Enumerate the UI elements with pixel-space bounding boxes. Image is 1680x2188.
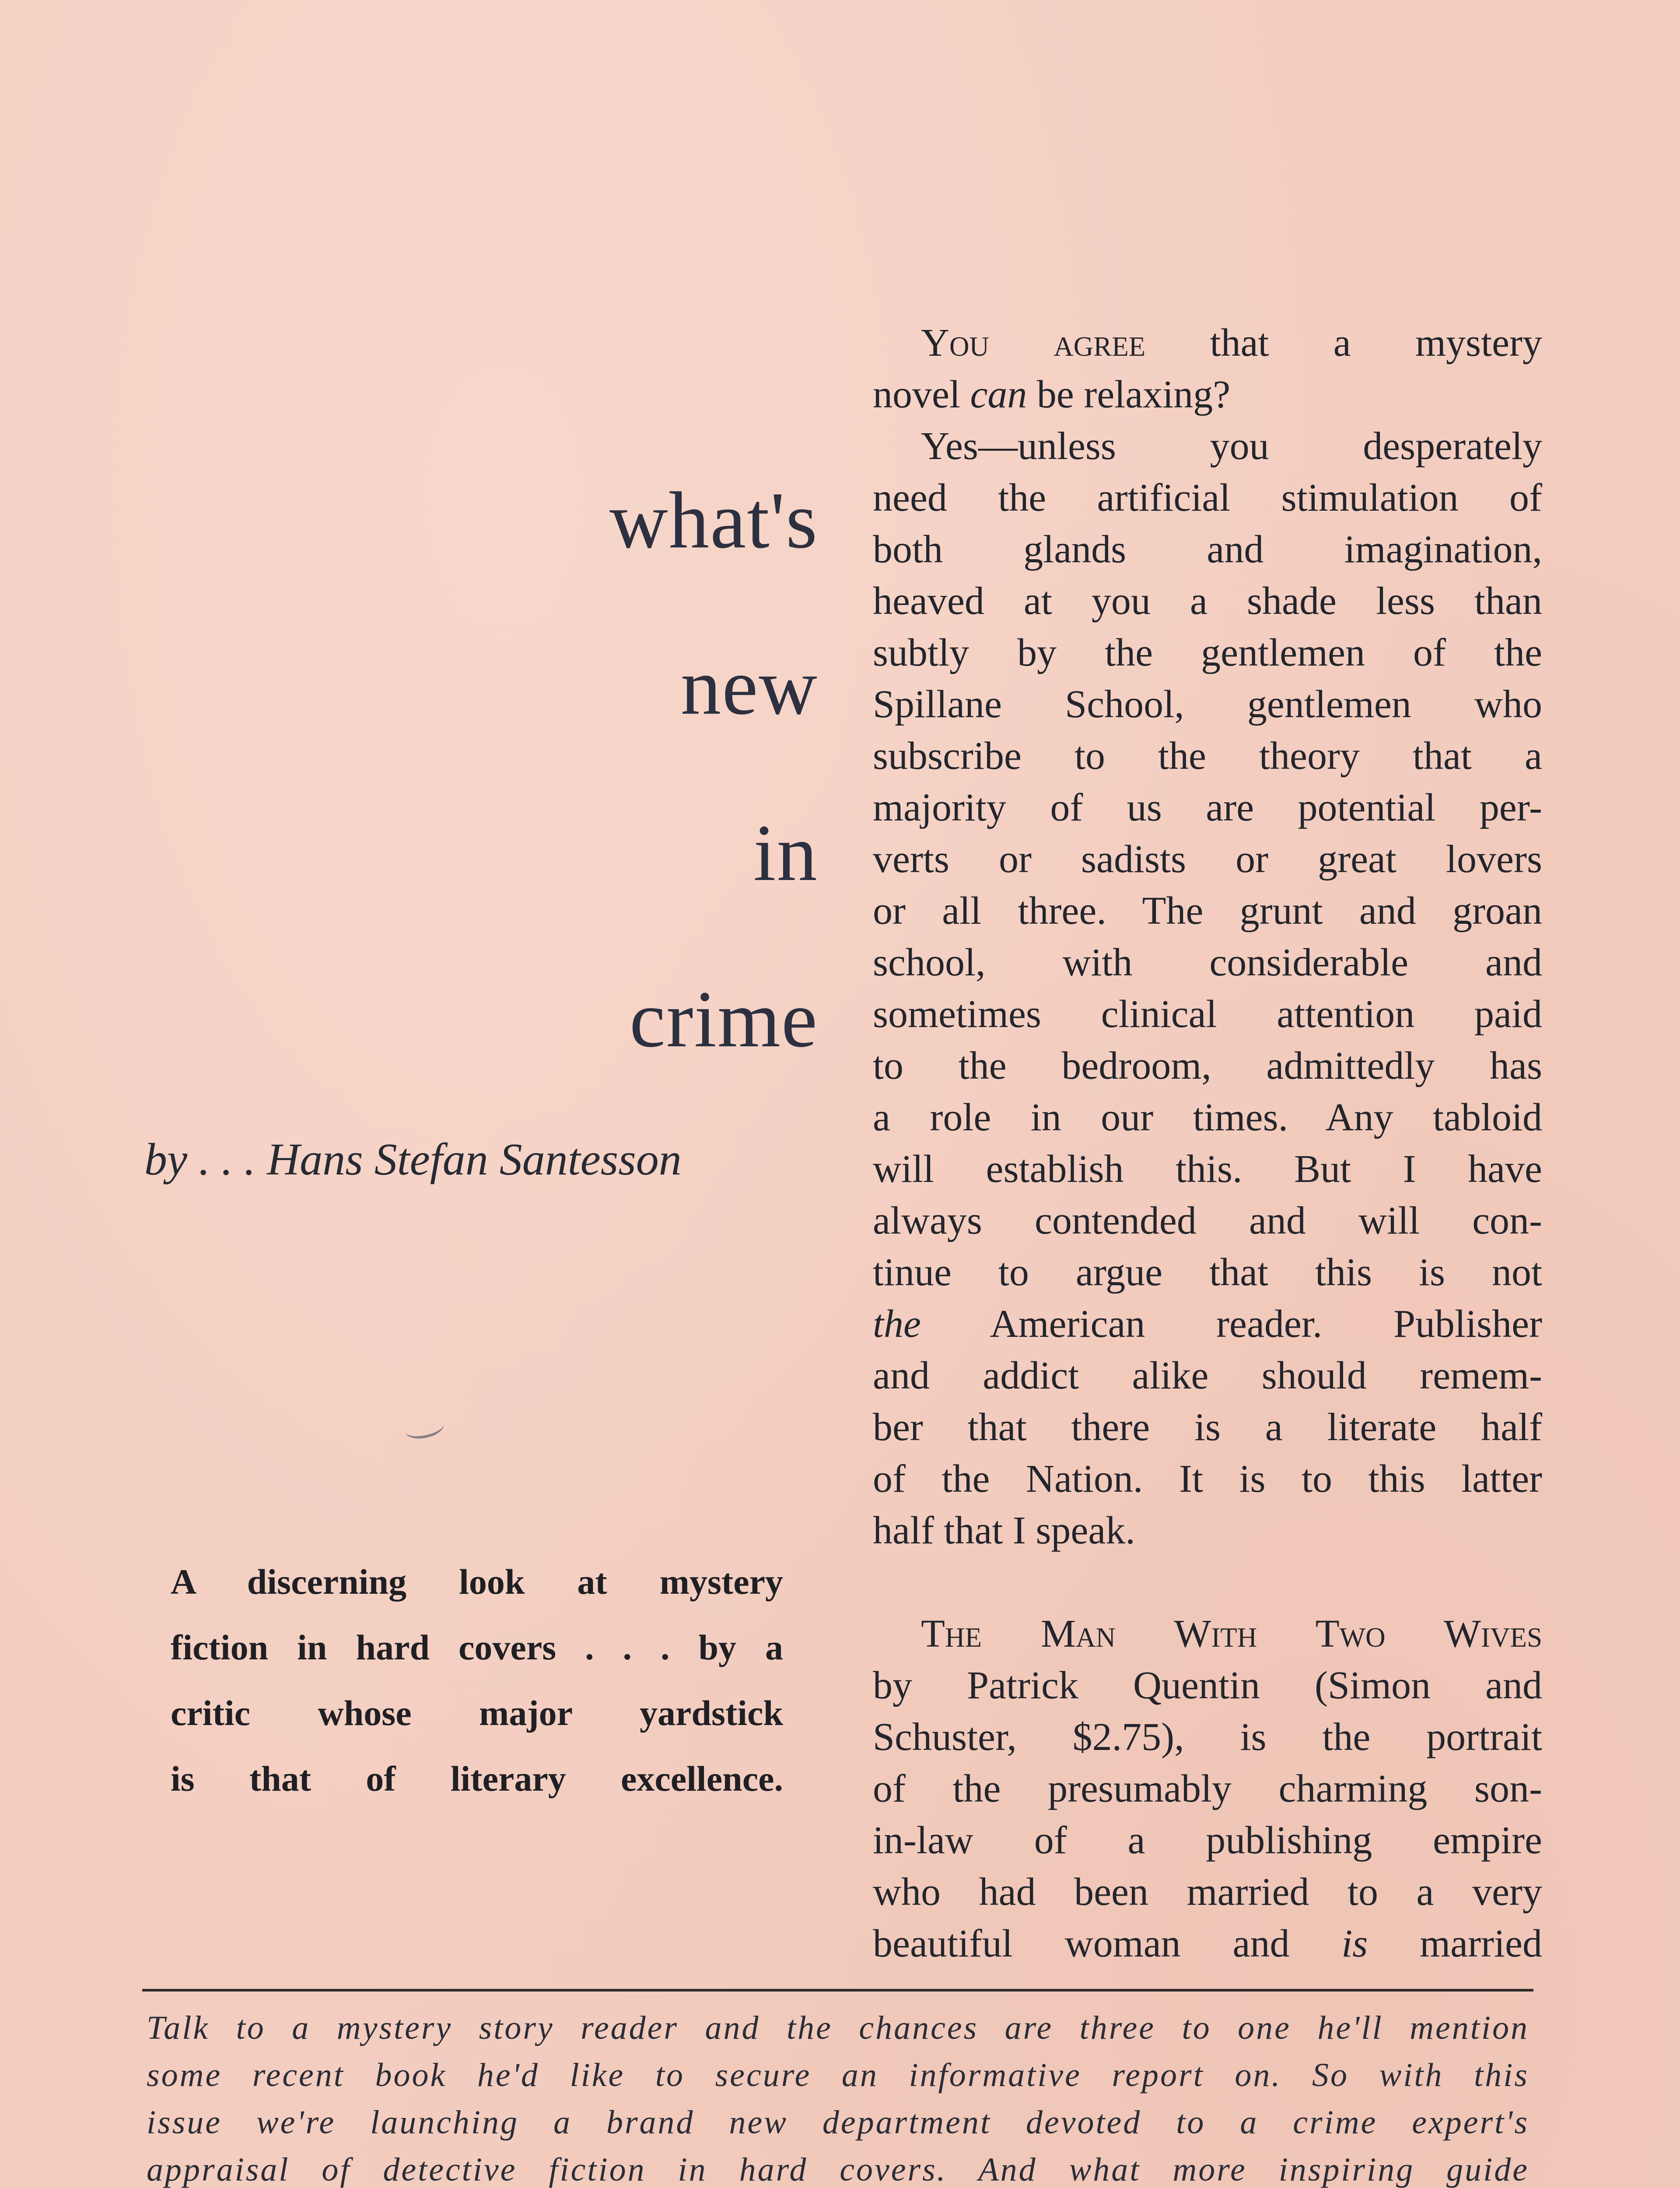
article-line: verts or sadists or great lovers — [873, 838, 1542, 881]
article-text: beautiful woman and — [873, 1922, 1342, 1965]
article-line: by Patrick Quentin (Simon and — [873, 1664, 1542, 1707]
article-line: and addict alike should remem- — [873, 1354, 1542, 1397]
article-line — [873, 369, 1542, 421]
article-line: to the bedroom, admittedly has — [873, 1044, 1542, 1087]
article-line: sometimes clinical attention paid — [873, 992, 1542, 1036]
title-line-3: in — [753, 808, 818, 898]
article-line: both glands and imagination, — [873, 528, 1542, 571]
article-line: heaved at you a shade less than — [873, 579, 1542, 623]
article-line: Schuster, $2.75), is the portrait — [873, 1715, 1542, 1759]
article-line: majority of us are potential per- — [873, 786, 1542, 829]
book-title-small-caps: The Man With Two Wives — [921, 1612, 1542, 1655]
article-body — [873, 317, 1542, 1970]
article-line: ber that there is a literate half — [873, 1406, 1542, 1449]
editor-note-line-2: some recent book he'd like to secure an informative report on. So with this — [147, 2057, 1529, 2093]
author-byline: by . . . Hans Stefan Santesson — [144, 1134, 682, 1185]
title-line-2: new — [680, 642, 818, 732]
article-text: American reader. Publisher — [920, 1302, 1542, 1346]
article-line — [873, 1918, 1542, 1970]
editor-note — [147, 2004, 1529, 2188]
teaser-line-1: A discerning look at mystery — [171, 1562, 783, 1602]
article-line: of the presumably charming son- — [873, 1767, 1542, 1810]
article-line: in-law of a publishing empire — [873, 1819, 1542, 1862]
article-line: always contended and will con- — [873, 1199, 1542, 1242]
editor-note-line-3: issue we're launching a brand new department devoted to a crime expert's — [147, 2104, 1529, 2141]
editor-note-line-4: appraisal of detective fiction in hard covers. And what more inspiring guide — [147, 2151, 1529, 2188]
article-line — [873, 317, 1542, 369]
teaser-line-3: critic whose major yardstick — [171, 1693, 783, 1733]
article-line: need the artificial stimulation of — [873, 476, 1542, 519]
article-line: or all three. The grunt and groan — [873, 889, 1542, 933]
article-line: tinue to argue that this is not — [873, 1251, 1542, 1294]
article-line: who had been married to a very — [873, 1870, 1542, 1914]
article-line: will establish this. But I have — [873, 1147, 1542, 1191]
teaser-line-2: fiction in hard covers . . . by a — [171, 1627, 783, 1667]
paragraph-gap — [873, 1557, 1542, 1608]
teaser-blurb — [171, 1549, 783, 1812]
article-line: subtly by the gentlemen of the — [873, 631, 1542, 674]
title-line-4: crime — [629, 975, 818, 1064]
article-text: be relaxing? — [1027, 373, 1231, 416]
article-line: subscribe to the theory that a — [873, 734, 1542, 778]
title-line-1: what's — [609, 476, 818, 565]
article-title — [609, 438, 818, 1103]
teaser-line-4: is that of literary excellence. — [171, 1759, 783, 1799]
article-line: of the Nation. It is to this latter — [873, 1457, 1542, 1501]
emphasis-text: is — [1341, 1922, 1368, 1965]
article-line: Yes—unless you desperately — [921, 424, 1542, 468]
article-text: married — [1368, 1922, 1542, 1965]
emphasis-text: can — [970, 373, 1027, 416]
article-text: that a mystery — [1145, 321, 1542, 365]
article-line: a role in our times. Any tabloid — [873, 1096, 1542, 1139]
article-line — [873, 1298, 1542, 1350]
emphasis-text: the — [873, 1302, 921, 1346]
editor-note-line-1: Talk to a mystery story reader and the chances are three to one he'll mention — [147, 2009, 1529, 2046]
opening-small-caps: You agree — [921, 321, 1146, 365]
footnote-top-rule — [142, 1989, 1533, 1992]
article-line: half that I speak. — [873, 1509, 1135, 1552]
article-text: novel — [873, 373, 970, 416]
article-line: school, with considerable and — [873, 941, 1542, 984]
article-line: Spillane School, gentlemen who — [873, 683, 1542, 726]
